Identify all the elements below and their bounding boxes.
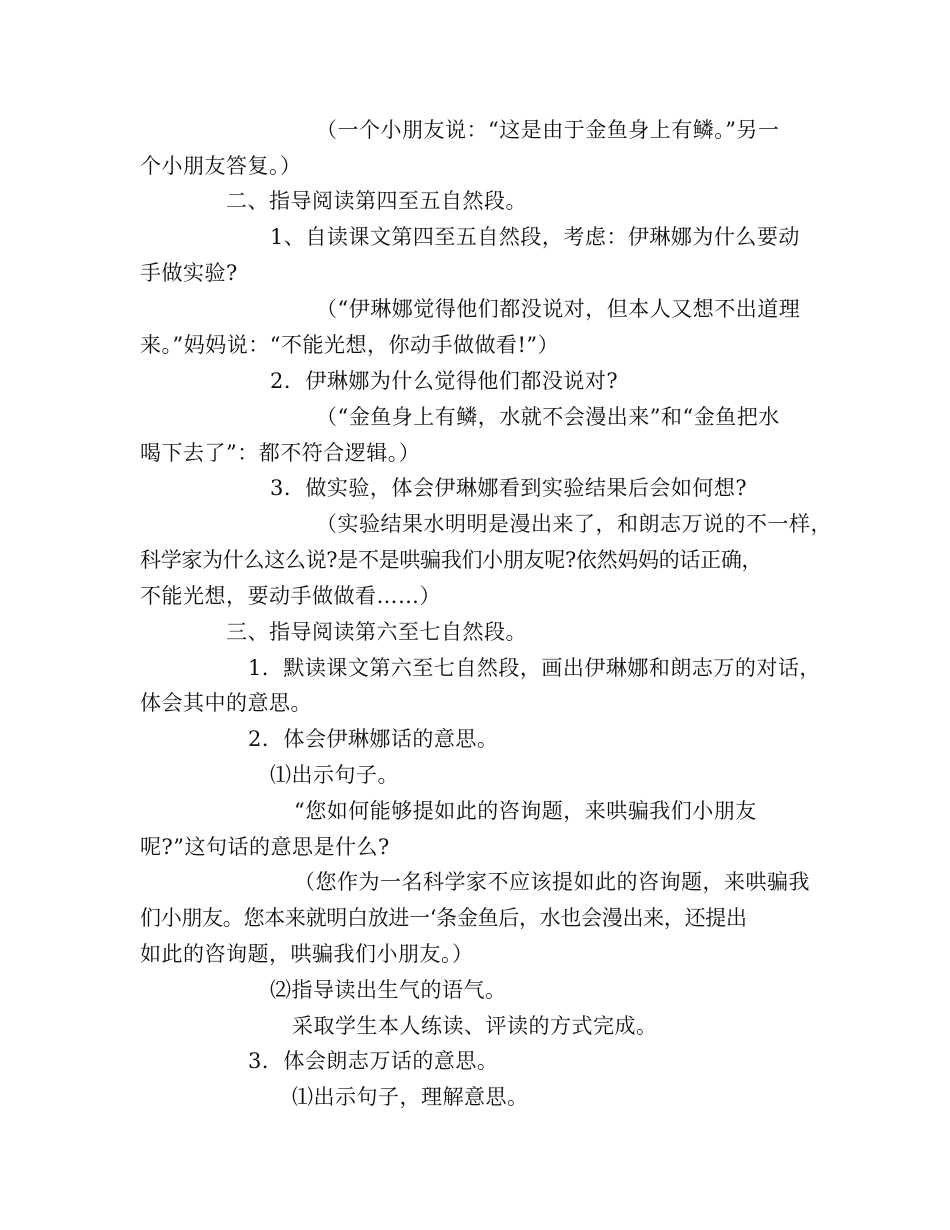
text-line: 3．体会朗志万话的意思。: [248, 1049, 499, 1073]
section-heading: 二、指导阅读第四至五自然段。: [226, 189, 527, 213]
text-line: （实验结果水明明是漫出来了，和朗志万说的不一样，: [316, 512, 832, 536]
quoted-sentence: “您如何能够提如此的咨询题，来哄骗我们小朋友: [294, 799, 757, 823]
text-line: 如此的咨询题，哄骗我们小朋友。）: [140, 942, 474, 966]
text-line: （“伊琳娜觉得他们都没说对，但本人又想不出道理: [316, 297, 801, 321]
text-line: 采取学生本人练读、评读的方式完成。: [292, 1014, 658, 1038]
text-line: ⑵指导读出生气的语气。: [270, 978, 507, 1002]
text-line: （“金鱼身上有鳞，水就不会漫出来”和“金鱼把水: [316, 405, 780, 429]
text-line: （您作为一名科学家不应该提如此的咨询题，来哄骗我: [294, 870, 810, 894]
text-line: 手做实验?: [140, 261, 238, 285]
text-line: 2．伊琳娜为什么觉得他们都没说对?: [270, 369, 619, 393]
text-line: 3．做实验，体会伊琳娜看到实验结果后会如何想?: [270, 476, 748, 500]
text-line: 1．默读课文第六至七自然段，画出伊琳娜和朗志万的对话，: [248, 656, 821, 680]
text-line: ⑴出示句子。: [270, 763, 399, 787]
text-line: 呢?”这句话的意思是什么?: [140, 835, 390, 859]
text-line: 们小朋友。您本来就明白放进一‘条金鱼后，水也会漫出来，还提出: [140, 906, 747, 930]
text-line: ⑴出示句子，理解意思。: [292, 1085, 529, 1109]
text-line: 2．体会伊琳娜话的意思。: [248, 727, 499, 751]
text-line: （一个小朋友说：“这是由于金鱼身上有鳞。”另一: [316, 118, 780, 142]
text-line: 不能光想，要动手做做看……）: [140, 584, 441, 608]
text-line: 1、自读课文第四至五自然段，考虑：伊琳娜为什么要动: [270, 225, 800, 249]
text-line: 来。”妈妈说：“不能光想，你动手做做看!”）: [140, 333, 560, 357]
text-line: 个小朋友答复。）: [140, 154, 302, 178]
text-line: 体会其中的意思。: [140, 691, 312, 715]
section-heading: 三、指导阅读第六至七自然段。: [226, 620, 527, 644]
text-line: 喝下去了”：都不符合逻辑。）: [140, 441, 421, 465]
text-line: 科学家为什么这么说?是不是哄骗我们小朋友呢?依然妈妈的话正确，: [140, 548, 763, 572]
